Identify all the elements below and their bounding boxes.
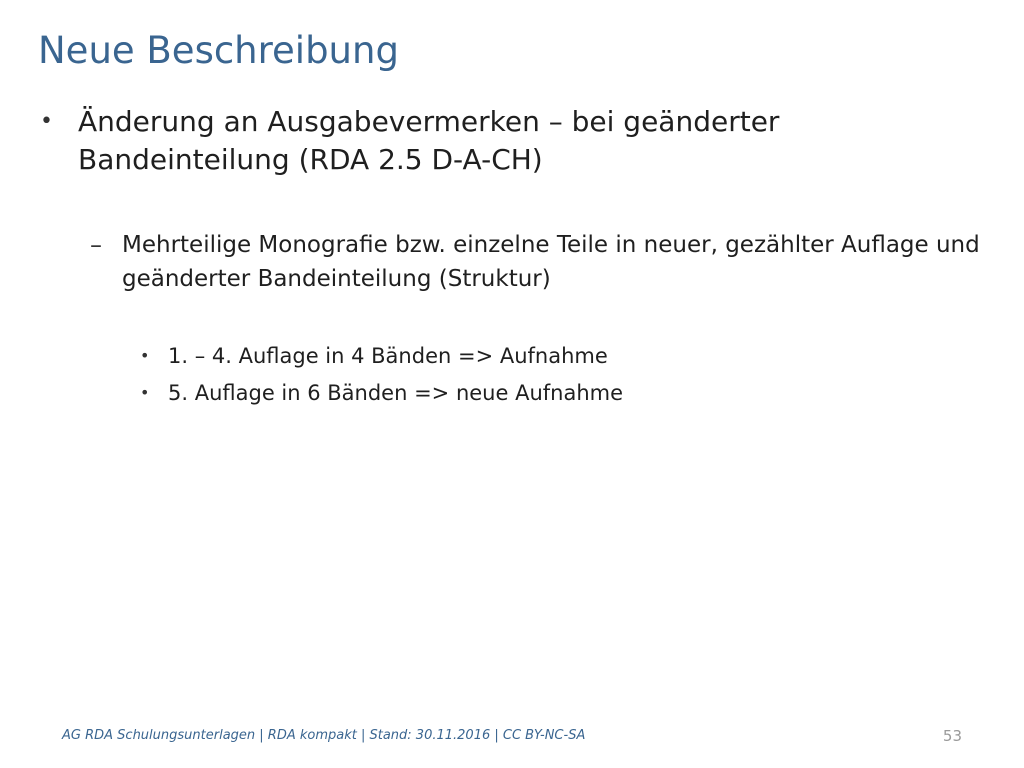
bullet-level2-text: Mehrteilige Monografie bzw. einzelne Teile in neuer, gezählter Auflage und geänderter Bandeinteilung (Struktur) (122, 232, 980, 292)
bullet-marker-icon: • (140, 383, 150, 402)
bullet-level1 (40, 103, 980, 179)
bullet-level1-text: Änderung an Ausgabevermerken – bei geänderter Bandeinteilung (RDA 2.5 D-A-CH) (78, 105, 780, 176)
bullet-level3-text: 1. – 4. Auflage in 4 Bänden => Aufnahme (168, 344, 608, 368)
dash-marker-icon: – (90, 231, 102, 259)
bullet-level3-item (140, 339, 608, 373)
page-number: 53 (942, 727, 962, 745)
slide-title: Neue Beschreibung (38, 29, 399, 72)
bullet-marker-icon: • (140, 346, 150, 365)
bullet-level3-text: 5. Auflage in 6 Bänden => neue Aufnahme (168, 381, 624, 405)
bullet-level3-item (140, 376, 623, 410)
footer-text: AG RDA Schulungsunterlagen | RDA kompakt | Stand: 30.11.2016 | CC BY-NC-SA (62, 728, 586, 743)
bullet-level2 (90, 228, 1000, 296)
bullet-marker-icon: • (40, 109, 53, 134)
